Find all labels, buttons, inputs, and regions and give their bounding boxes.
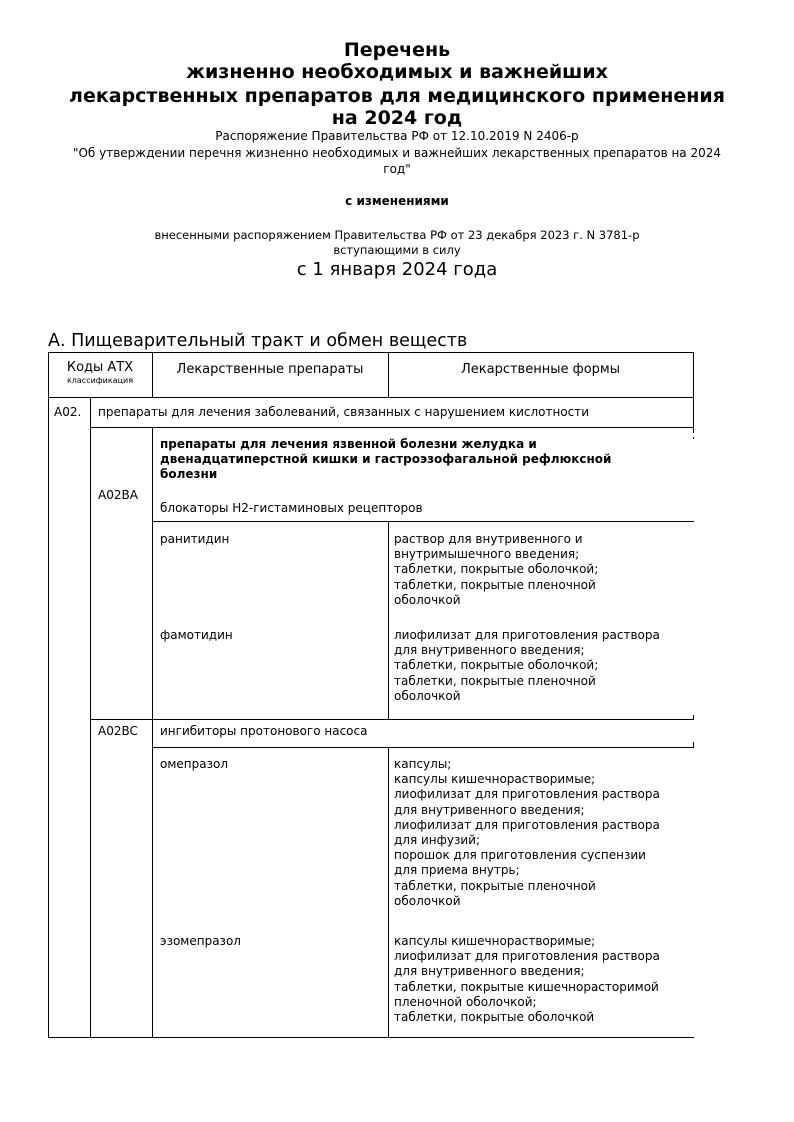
col-divider-3-lower: [388, 747, 389, 1037]
drug-esomeprazole-name: эзомепразол: [160, 934, 241, 948]
row-a02ba-bottom: [152, 521, 694, 522]
changes-heading: с изменениями: [345, 194, 449, 208]
form-line: пленочной оболочкой;: [394, 994, 537, 1009]
section-title: А. Пищеварительный тракт и обмен веществ: [48, 331, 468, 351]
decree-line-2: "Об утверждении перечня жизненно необходимых и важнейших лекарственных препаратов на 2024: [72, 146, 722, 160]
table-border-bottom: [48, 1037, 694, 1038]
form-line: капсулы кишечнорастворимые;: [394, 772, 596, 787]
form-line: раствор для внутривенного и: [394, 532, 583, 546]
code-a02bc: A02BC: [98, 724, 138, 738]
col-divider-2: [152, 427, 153, 1037]
form-line: для внутривенного введения;: [394, 964, 585, 979]
form-line: таблетки, покрытые оболочкой;: [394, 562, 599, 577]
header-forms: Лекарственные формы: [460, 362, 620, 377]
form-line: порошок для приготовления суспензии: [394, 848, 646, 863]
drug-ranitidine-name: ранитидин: [160, 532, 230, 546]
row-a02-bottom: [90, 427, 694, 428]
form-line: лиофилизат для приготовления раствора: [394, 628, 660, 642]
title-line-4: на 2024 год: [331, 107, 463, 129]
table-border-top: [48, 352, 694, 353]
form-line: для инфузий;: [394, 833, 481, 848]
group-a02ba-heading: [160, 437, 690, 483]
col-divider-1: [90, 397, 91, 1037]
form-line: лиофилизат для приготовления раствора: [394, 787, 660, 802]
form-line: таблетки, покрытые пленочной: [394, 878, 596, 893]
group-a02bc-label: ингибиторы протонового насоса: [160, 724, 368, 738]
code-a02ba: A02BA: [98, 488, 138, 502]
form-line: капсулы кишечнорастворимые;: [394, 934, 596, 948]
border-tick-3: [693, 742, 694, 747]
table-header-bottom: [48, 397, 694, 398]
form-line: для внутривенного введения;: [394, 643, 585, 658]
group-a02ba-subgroup: блокаторы Н2-гистаминовых рецепторов: [160, 501, 423, 515]
form-line: таблетки, покрытые оболочкой;: [394, 658, 599, 673]
drug-famotidine-name: фамотидин: [160, 628, 233, 642]
form-line: таблетки, покрытые кишечнорасторимой: [394, 979, 659, 994]
drug-ranitidine-forms: [394, 532, 598, 608]
code-a02: A02.: [54, 405, 82, 419]
changes-effective-date: с 1 января 2024 года: [296, 259, 498, 280]
form-line: для приема внутрь;: [394, 863, 520, 878]
form-line: таблетки, покрытые оболочкой: [394, 1010, 595, 1025]
header-drugs: Лекарственные препараты: [176, 362, 364, 377]
changes-line-1: внесенными распоряжением Правительства РФ от 23 декабря 2023 г. N 3781-р: [154, 228, 640, 242]
table-border-left: [48, 352, 49, 1037]
form-line: оболочкой: [394, 893, 461, 908]
table-border-right: [693, 352, 694, 433]
header-codes-sub: классификация: [66, 376, 134, 385]
title-line-1: Перечень: [343, 39, 451, 61]
changes-line-2: вступающими в силу: [333, 243, 461, 257]
row-a02bc-bottom: [152, 747, 694, 748]
decree-line-1: Распоряжение Правительства РФ от 12.10.2019 N 2406-р: [215, 129, 579, 143]
form-line: внутримышечного введения;: [394, 547, 580, 562]
title-line-2: жизненно необходимых и важнейших: [186, 61, 608, 83]
group-a02ba-heading-line: болезни: [160, 467, 218, 482]
col-divider-3-upper: [388, 521, 389, 719]
header-codes-label: Коды АТХ: [66, 360, 134, 375]
form-line: для внутривенного введения;: [394, 802, 585, 817]
title-line-3: лекарственных препаратов для медицинского применения: [69, 85, 725, 107]
drug-esomeprazole-forms: [394, 934, 660, 1025]
form-line: таблетки, покрытые пленочной: [394, 673, 596, 688]
drug-omeprazole-forms: [394, 757, 660, 909]
form-line: оболочкой: [394, 592, 461, 607]
row-famotidine-bottom: [90, 719, 694, 720]
form-line: лиофилизат для приготовления раствора: [394, 817, 660, 832]
form-line: лиофилизат для приготовления раствора: [394, 949, 660, 964]
decree-line-3: год": [383, 162, 411, 176]
group-a02-label: препараты для лечения заболеваний, связанных с нарушением кислотности: [98, 405, 590, 419]
form-line: оболочкой: [394, 688, 461, 703]
group-a02ba-heading-line: препараты для лечения язвенной болезни желудка и: [160, 437, 537, 451]
group-a02ba-heading-line: двенадцатиперстной кишки и гастроэзофагальной рефлюксной: [160, 452, 612, 467]
drug-omeprazole-name: омепразол: [160, 757, 228, 771]
border-tick-1: [693, 437, 694, 439]
header-codes: [48, 360, 152, 385]
form-line: капсулы;: [394, 757, 452, 771]
drug-famotidine-forms: [394, 628, 660, 704]
form-line: таблетки, покрытые пленочной: [394, 577, 596, 592]
border-tick-2: [693, 715, 694, 719]
